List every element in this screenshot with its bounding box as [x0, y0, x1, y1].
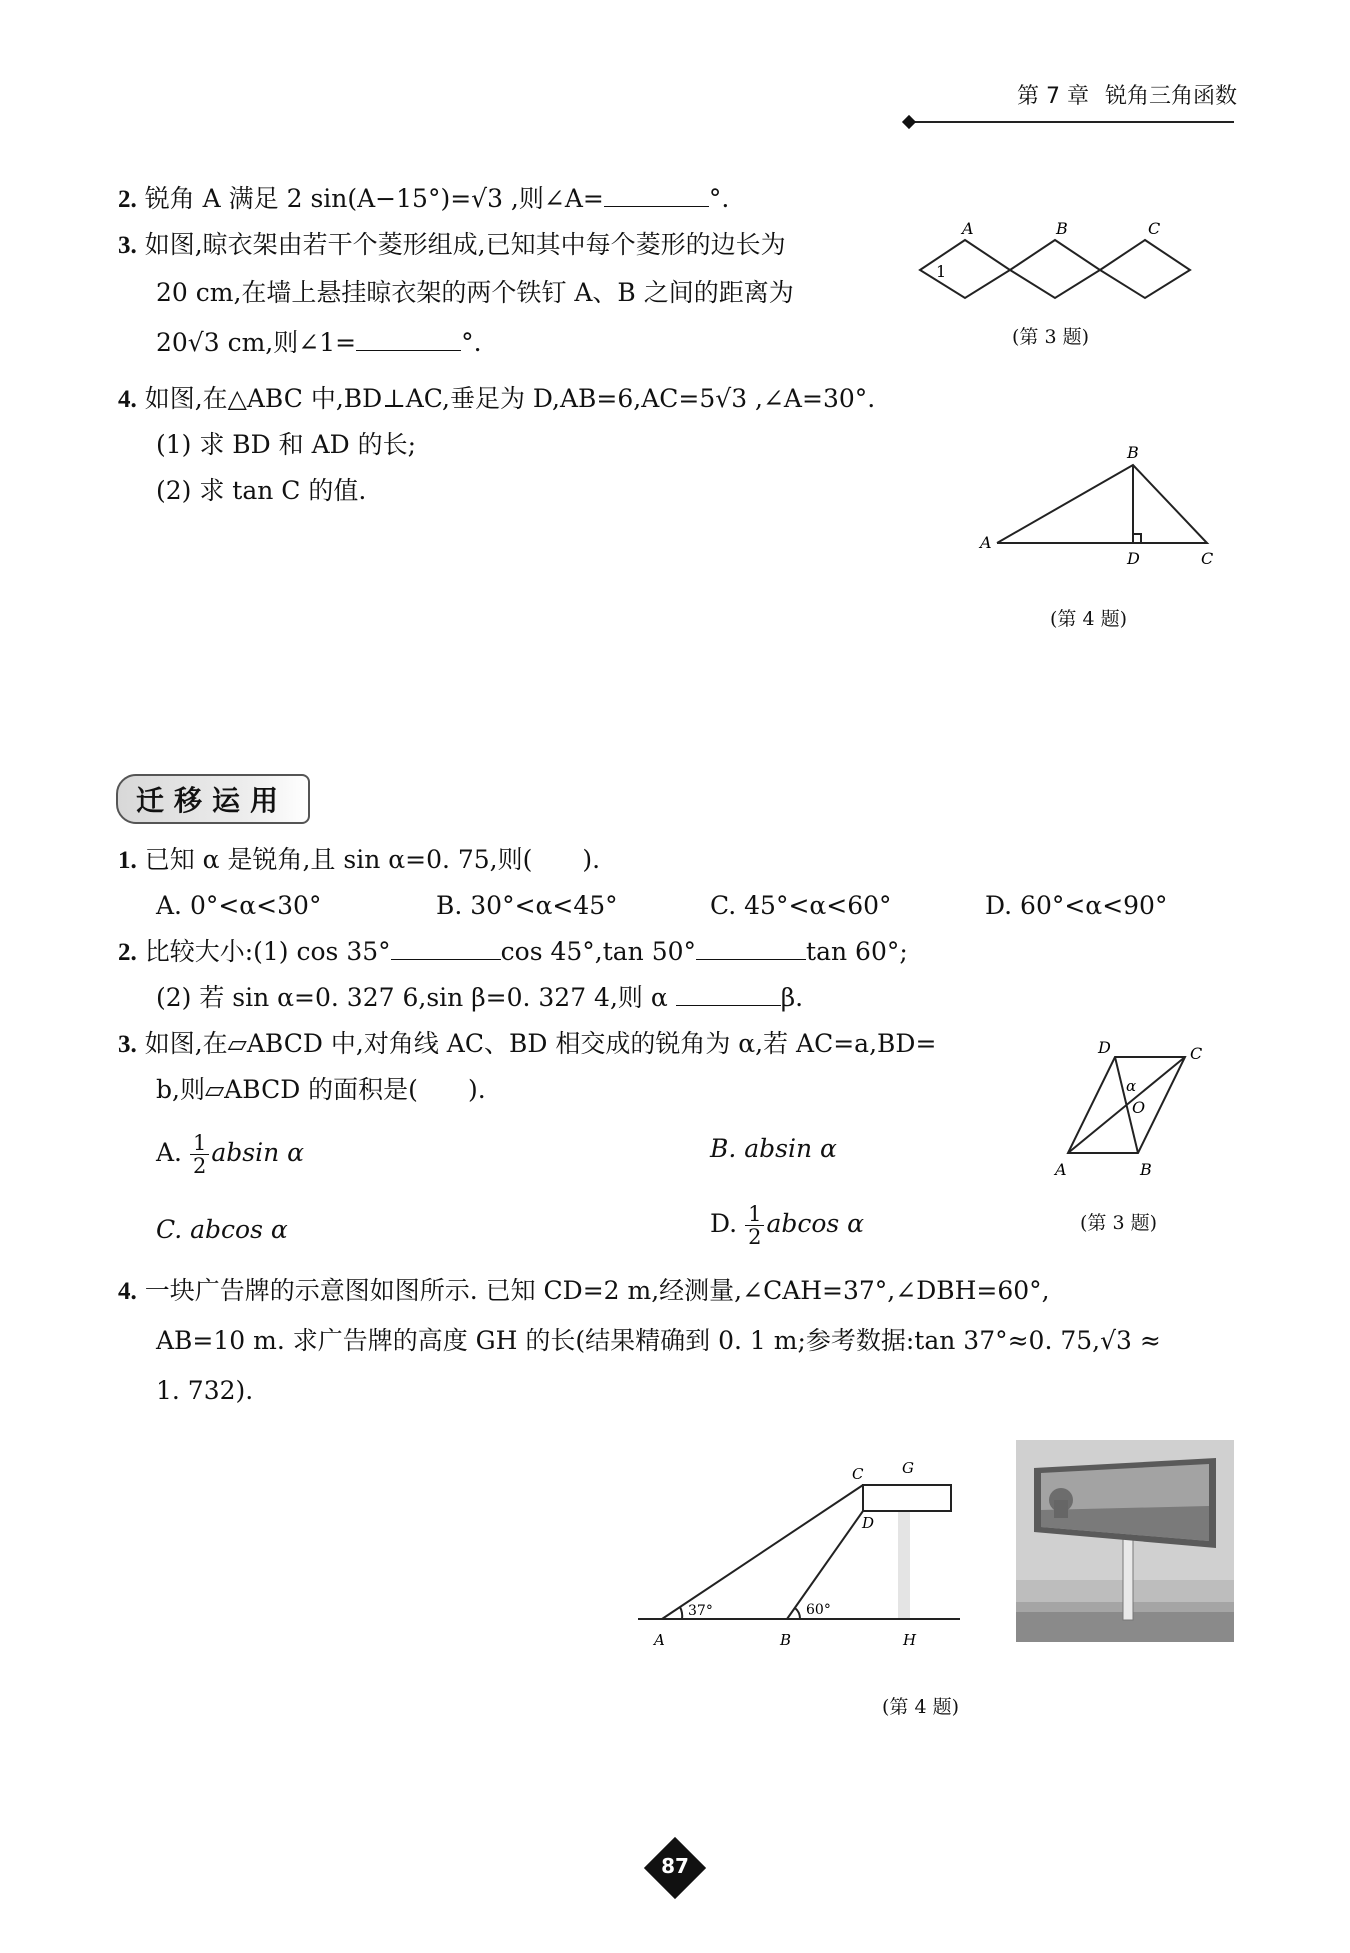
label-o: O — [1132, 1098, 1146, 1117]
question-end: °. — [461, 328, 482, 357]
question-4-sub2: (2) 求 tan C 的值. — [156, 476, 367, 505]
question-text: 如图,在▱ABCD 中,对角线 AC、BD 相交成的锐角为 α,若 AC=a,BD= — [144, 1029, 937, 1058]
label-c: C — [852, 1465, 864, 1483]
answer-blank[interactable] — [696, 937, 806, 960]
label-a: A — [654, 1631, 665, 1649]
parallelogram-figure — [1050, 1035, 1210, 1185]
angle-1-label: 1 — [936, 262, 947, 281]
question-number: 3. — [118, 1031, 137, 1058]
label-a: A — [980, 533, 992, 552]
question-4 — [118, 382, 875, 417]
label-d: D — [862, 1514, 875, 1532]
question-2 — [118, 182, 729, 217]
label-d: D — [1098, 1038, 1111, 1057]
option-b[interactable]: B. 30°<α<45° — [436, 891, 618, 920]
header-rule — [912, 121, 1234, 123]
question-4-line2: AB=10 m. 求广告牌的高度 GH 的长(结果精确到 0. 1 m;参考数据:tan 37°≈0. 75,√3 ≈ — [156, 1326, 1161, 1355]
option-c[interactable]: C. 45°<α<60° — [710, 891, 892, 920]
question-number: 2. — [118, 186, 137, 213]
question-4-line3: 1. 732). — [156, 1376, 254, 1405]
option-label: D. — [710, 1209, 738, 1238]
label-b: B — [780, 1631, 792, 1649]
label-c: C — [1148, 220, 1161, 238]
fraction-half — [190, 1132, 209, 1177]
billboard-photo — [1016, 1440, 1234, 1642]
question-number: 1. — [118, 847, 137, 874]
answer-blank[interactable] — [676, 983, 781, 1006]
billboard-diagram — [630, 1455, 970, 1655]
question-3-line3 — [156, 326, 482, 360]
figure-caption: (第 4 题) — [1050, 608, 1127, 630]
triangle-figure — [975, 440, 1215, 570]
question-text: 一块广告牌的示意图如图所示. 已知 CD=2 m,经测量,∠CAH=37°,∠DBH=60°, — [144, 1276, 1050, 1305]
label-a: A — [1055, 1160, 1067, 1179]
question-text: 20√3 cm,则∠1= — [156, 328, 357, 357]
angle-60-label: 60° — [806, 1602, 831, 1618]
denominator: 2 — [192, 1154, 207, 1178]
question-text: (2) 若 sin α=0. 327 6,sin β=0. 327 4,则 α — [156, 983, 668, 1012]
label-h: H — [903, 1631, 917, 1649]
question-text: tan 60°; — [806, 937, 908, 966]
answer-blank[interactable] — [356, 328, 461, 351]
option-c[interactable]: C. abcos α — [156, 1215, 288, 1244]
label-d: D — [1127, 549, 1140, 568]
numerator: 1 — [190, 1132, 209, 1155]
question-3-line2: b,则▱ABCD 的面积是( ). — [156, 1075, 486, 1104]
question-text: 锐角 A 满足 2 sin(A−15°)=√3 ,则∠A= — [144, 184, 604, 213]
option-d[interactable]: D. 60°<α<90° — [985, 891, 1168, 920]
question-text: 比较大小:(1) cos 35° — [144, 937, 391, 966]
option-b[interactable]: B. absin α — [710, 1134, 837, 1163]
header-diamond-icon — [902, 115, 916, 129]
angle-alpha-label: α — [1126, 1077, 1137, 1095]
label-b: B — [1056, 220, 1068, 238]
option-text: abcos α — [766, 1209, 865, 1238]
section-title: 迁移运用 — [116, 774, 310, 824]
label-a: A — [962, 220, 974, 238]
question-3 — [118, 1027, 936, 1062]
figure-caption: (第 3 题) — [1080, 1212, 1157, 1234]
question-text: 如图,晾衣架由若干个菱形组成,已知其中每个菱形的边长为 — [144, 230, 786, 259]
option-d[interactable] — [710, 1203, 864, 1248]
question-text: 已知 α 是锐角,且 sin α=0. 75,则( ). — [144, 845, 601, 874]
label-b: B — [1127, 443, 1139, 462]
chapter-label: 第 7 章 — [1017, 84, 1089, 109]
numerator: 1 — [745, 1203, 764, 1226]
figure-caption: (第 4 题) — [882, 1696, 959, 1718]
question-3 — [118, 228, 786, 263]
label-g: G — [902, 1459, 914, 1477]
question-4 — [118, 1274, 1050, 1309]
question-number: 3. — [118, 232, 137, 259]
question-2 — [118, 935, 908, 970]
denominator: 2 — [748, 1225, 762, 1249]
label-c: C — [1190, 1044, 1203, 1063]
question-3-line2: 20 cm,在墙上悬挂晾衣架的两个铁钉 A、B 之间的距离为 — [156, 278, 794, 307]
question-1 — [118, 843, 600, 878]
question-number: 4. — [118, 1278, 137, 1305]
rhombus-hanger-figure — [910, 220, 1210, 310]
question-number: 2. — [118, 939, 137, 966]
question-end: °. — [708, 184, 730, 213]
fraction-half — [745, 1203, 764, 1248]
question-2-line2 — [156, 981, 803, 1015]
question-number: 4. — [118, 386, 137, 413]
page-number: 87 — [661, 1854, 689, 1878]
chapter-title: 锐角三角函数 — [1105, 84, 1238, 109]
figure-caption: (第 3 题) — [1012, 326, 1089, 348]
answer-blank[interactable] — [604, 184, 709, 207]
label-c: C — [1201, 549, 1214, 568]
answer-blank[interactable] — [391, 937, 501, 960]
question-text: cos 45°,tan 50° — [500, 937, 697, 966]
option-a[interactable] — [156, 1132, 304, 1177]
question-text: 如图,在△ABC 中,BD⊥AC,垂足为 D,AB=6,AC=5√3 ,∠A=30°. — [144, 384, 876, 413]
label-b: B — [1140, 1160, 1152, 1179]
option-label: A. — [156, 1138, 183, 1167]
option-a[interactable]: A. 0°<α<30° — [156, 891, 322, 920]
question-4-sub1: (1) 求 BD 和 AD 的长; — [156, 430, 417, 459]
option-text: absin α — [211, 1138, 305, 1167]
angle-37-label: 37° — [688, 1603, 713, 1619]
question-text: β. — [780, 983, 804, 1012]
